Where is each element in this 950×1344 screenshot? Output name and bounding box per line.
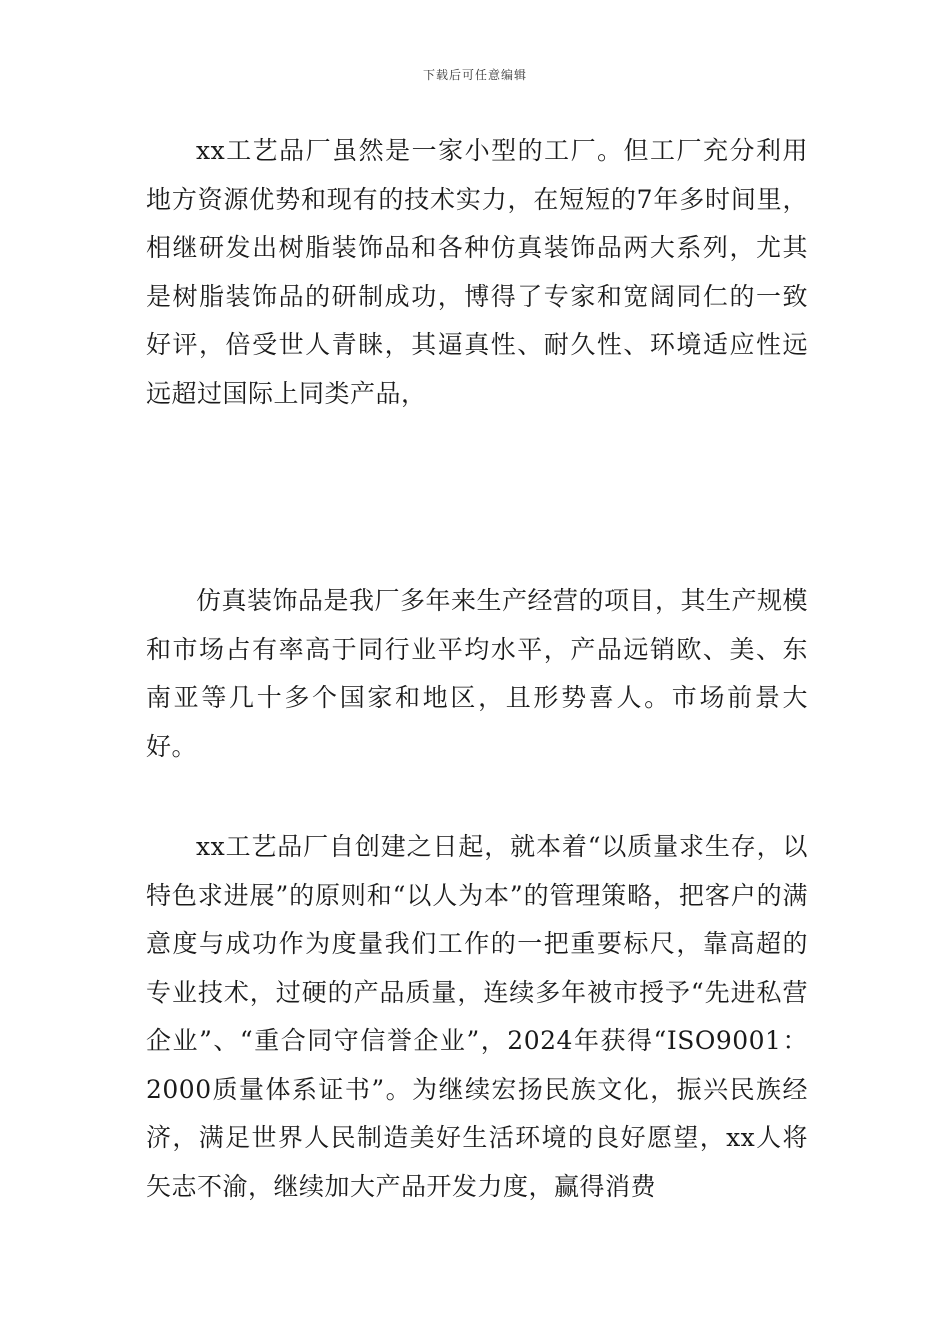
page-header-note: 下载后可任意编辑 (422, 68, 527, 82)
body-paragraph-3: xx工艺品厂自创建之日起，就本着“以质量求生存，以特色求进展”的原则和“以人为本”的管理策略，把客户的满意度与成功作为度量我们工作的一把重要标尺，靠高超的专业技术，过硬的产品质量，连续多年被市授予“先进私营企业”、“重合同守信誉企业”，2024年获得“ISO9001：2000质量体系证书”。为继续宏扬民族文化，振兴民族经济，满足世界人民制造美好生活环境的良好愿望，xx人将矢志不渝，继续加大产品开发力度，赢得消费 (146, 832, 808, 1201)
body-paragraph-2: 仿真装饰品是我厂多年来生产经营的项目，其生产规模和市场占有率高于同行业平均水平，产品远销欧、美、东南亚等几十多个国家和地区，且形势喜人。市场前景大好。 (146, 586, 809, 761)
body-paragraph-1: xx工艺品厂虽然是一家小型的工厂。但工厂充分利用地方资源优势和现有的技术实力，在短短的7年多时间里，相继研发出树脂装饰品和各种仿真装饰品两大系列，尤其是树脂装饰品的研制成功，博得了专家和宽阔同仁的一致好评，倍受世人青睐，其逼真性、耐久性、环境适应性远远超过国际上同类产品， (146, 136, 808, 408)
